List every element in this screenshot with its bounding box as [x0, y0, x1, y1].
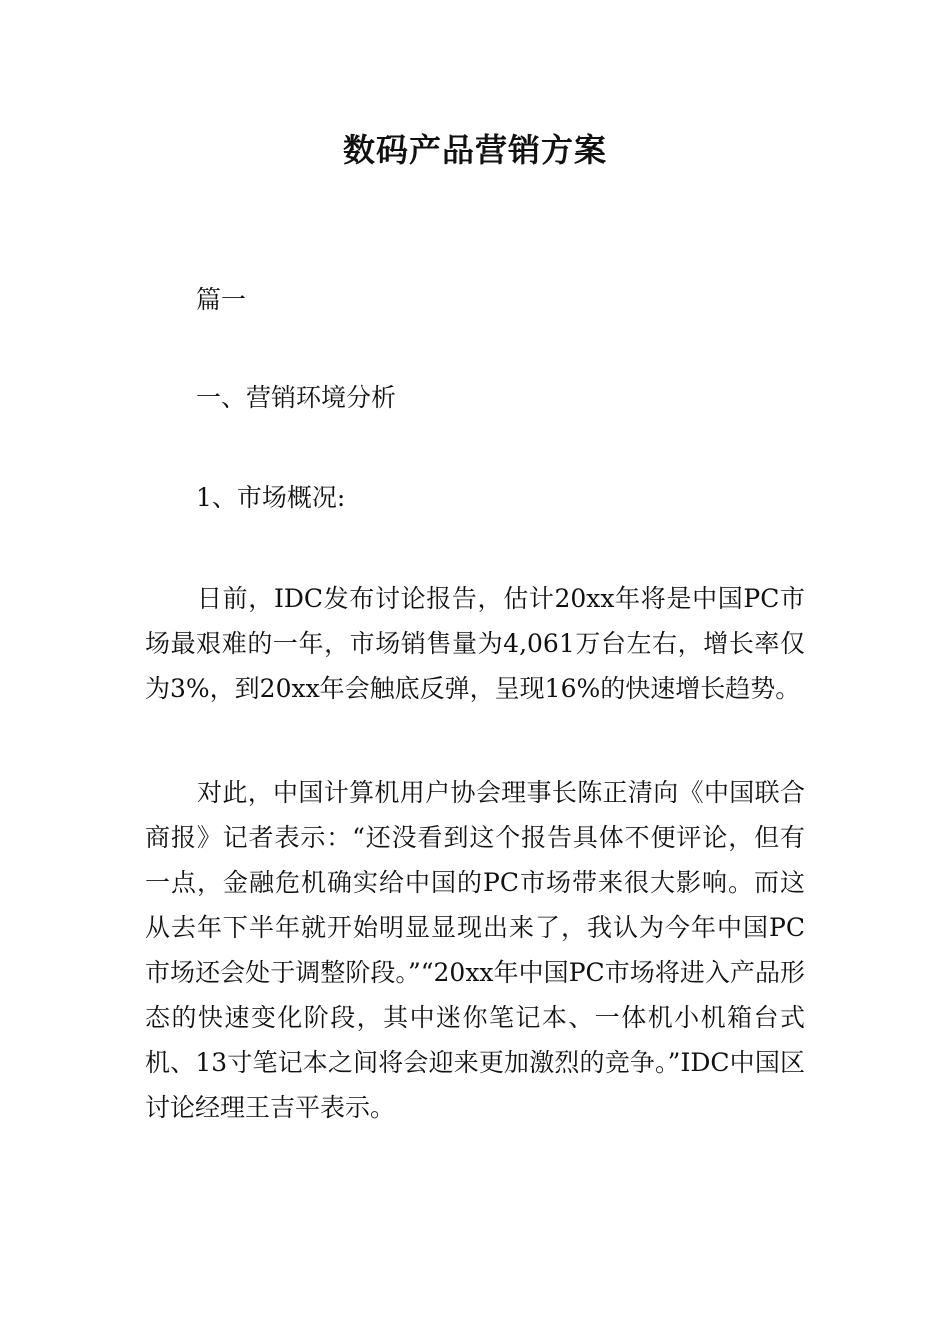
paragraph-expert-comments: 对此，中国计算机用户协会理事长陈正清向《中国联合商报》记者表示：“还没看到这个报告具体不便评论，但有一点，金融危机确实给中国的PC市场带来很大影响。而这从去年下半年就开始明显显现出来了，我认为今年中国PC市场还会处于调整阶段。”“20xx年中国PC市场将进入产品形态的快速变化阶段，其中迷你笔记本、一体机小机箱台式机、13寸笔记本之间将会迎来更加激烈的竞争。”IDC中国区讨论经理王吉平表示。 [145, 778, 805, 1122]
subsection-heading: 1、市场概况: [196, 483, 346, 512]
part-label: 篇一 [196, 285, 247, 314]
paragraph-market-forecast: 日前，IDC发布讨论报告，估计20xx年将是中国PC市场最艰难的一年，市场销售量为4,061万台左右，增长率仅为3%，到20xx年会触底反弹，呈现16%的快速增长趋势。 [145, 584, 805, 703]
document-title: 数码产品营销方案 [342, 131, 607, 169]
section-heading: 一、营销环境分析 [196, 383, 397, 412]
